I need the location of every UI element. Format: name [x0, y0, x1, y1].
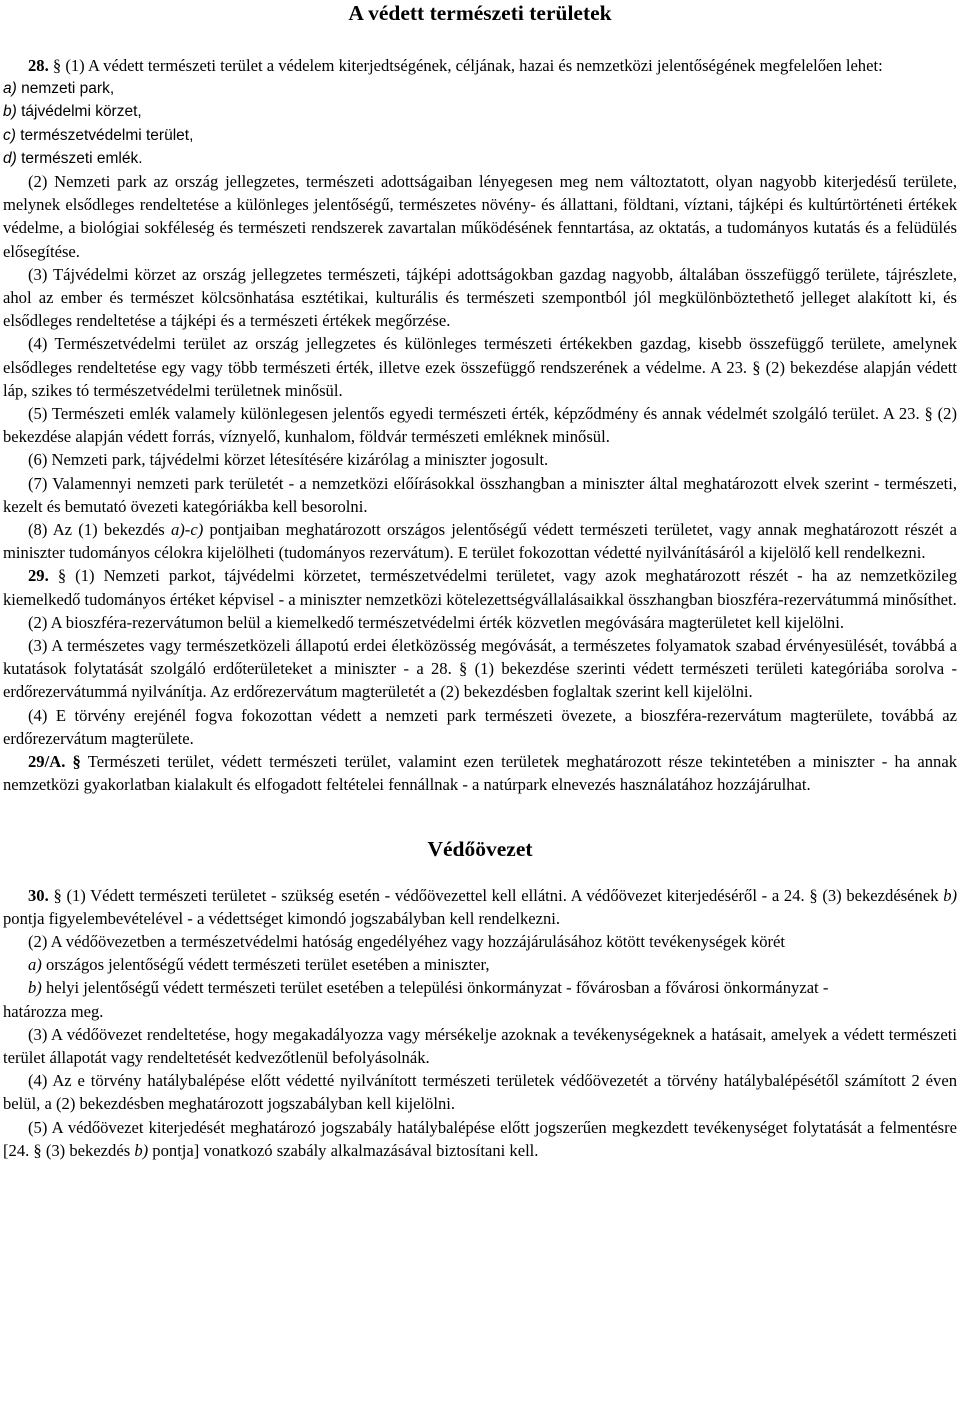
s30-tail: határozza meg.	[3, 1001, 104, 1021]
s30-p1: 30. § (1) Védett természeti területet - szükség esetén - védőövezettel kell ellátni. A védőövezet kiterjedéséről - a 24. § (3) bekezdésének b) pontja figyelembevételével - a védettséget kimondó jogszabályban kell rendelkezni.	[3, 885, 958, 928]
s29-p2: (2) A bioszféra-rezervátumon belül a kiemelkedő természetvédelmi érték közvetlen megóvására magterületet kell kijelölni.	[28, 612, 844, 632]
s28-number: 28.	[28, 56, 49, 75]
s28-p8: (8) Az (1) bekezdés a)-c) pontjaiban meghatározott országos jelentőségű védett természeti területet, vagy annak meghatározott részét a miniszter tudományos célokra kijelölheti (tudományos rezervátum). E terület fokozottan védetté nyilvánításáról a kijelölő kell rendelkezni.	[3, 520, 957, 563]
section-heading: Védőövezet	[427, 836, 533, 861]
s30-p2: (2) A védőövezetben a természetvédelmi hatóság engedélyéhez vagy hozzájárulásához kötött tevékenységek körét	[28, 931, 785, 951]
s29-p1: 29. § (1) Nemzeti parkot, tájvédelmi körzetet, természetvédelmi területet, vagy azok meghatározott részét - ha az nemzetközileg kiemelkedő tudományos értéket képvisel - a miniszter nemzetközi kötelezettségvállalásaikkal összhangban bioszféra-rezervátummá minősíthet.	[3, 566, 957, 609]
s28-p5: (5) Természeti emlék valamely különlegesen jelentős egyedi természeti érték, képződmény és annak védelmét szolgáló terület. A 23. § (2) bekezdése alapján védett forrás, víznyelő, kunhalom, földvár természeti emléknek minősül.	[3, 404, 957, 447]
s29-number: 29.	[28, 566, 49, 586]
s28-item-c: c) természetvédelmi terület,	[3, 126, 194, 144]
s28-p3: (3) Tájvédelmi körzet az ország jellegzetes természeti, tájképi adottságokban gazdag nagyobb, általában összefüggő területe, tájrészlete, ahol az ember és természet kölcsönhatása esztétikai, kulturális és természeti szempontból jól megkülönböztethető jelleget alakított ki, és elsődleges rendeltetése a tájképi és a természeti értékek megőrzése.	[3, 264, 957, 331]
s28-p6: (6) Nemzeti park, tájvédelmi körzet létesítésére kizárólag a miniszter jogosult.	[28, 450, 549, 470]
s28-p7: (7) Valamennyi nemzeti park területét - a nemzetközi előírásokkal összhangban a miniszter által meghatározott elvek szerint - természeti, kezelt és bemutató övezeti kategóriákba kell besorolni.	[3, 473, 957, 516]
s28-item-a: a) nemzeti park,	[3, 80, 115, 98]
s28-p1: 28. § (1) A védett természeti terület a védelem kiterjedtségének, céljának, hazai és nemzetközi jelentőségének megfelelően lehet:	[28, 56, 883, 75]
s30-p4: (4) Az e törvény hatálybalépése előtt védetté nyilvánított természeti területek védőövezetét a törvény hatálybalépésétől számított 2 éven belül, a (2) bekezdésben meghatározott jogszabályban kell kijelölni.	[3, 1071, 957, 1114]
s28-item-b: b) tájvédelmi körzet,	[3, 103, 142, 121]
s29-p4: (4) E törvény erejénél fogva fokozottan védett a nemzeti park természeti övezete, a bioszféra-rezervátum magterülete, továbbá az erdőrezervátum magterülete.	[3, 705, 957, 748]
s28-p4: (4) Természetvédelmi terület az ország jellegzetes és különleges természeti értékekben gazdag, kisebb összefüggő területe, amelynek elsődleges rendeltetése egy vagy több természeti érték, illetve ezek összefüggő rendszerének a védelme. A 23. § (2) bekezdése alapján védett láp, szikes tó természetvédelmi területnek minősül.	[3, 334, 957, 400]
page-title: A védett természeti területek	[348, 1, 612, 25]
s30-p5: (5) A védőövezet kiterjedését meghatározó jogszabály hatálybalépése előtt jogszerűen megkezdett tevékenységet folytatását a felmentésre [24. § (3) bekezdés b) pontja] vonatkozó szabály alkalmazásával biztosítani kell.	[3, 1117, 957, 1160]
s30-p3: (3) A védőövezet rendeltetése, hogy megakadályozza vagy mérsékelje azoknak a tevékenységeknek a hatásait, amelyek a védett természeti terület állapotát vagy rendeltetését kedvezőtlenül befolyásolnák.	[3, 1024, 957, 1067]
s30-item-b: b) helyi jelentőségű védett természeti terület esetében a települési önkormányzat - fővárosban a fővárosi önkormányzat -	[28, 978, 829, 998]
s30-number: 30.	[28, 885, 49, 905]
s28-item-d: d) természeti emlék.	[3, 149, 143, 167]
s28-p2: (2) Nemzeti park az ország jellegzetes, természeti adottságaiban lényegesen meg nem változtatott, olyan nagyobb kiterjedésű területe, melynek elsődleges rendeltetése a különleges jelentőségű, természetes növény- és állattani, földtani, víztani, tájképi és kultúrtörténeti értékek védelme, a biológiai sokféleség és természeti rendszerek zavartalan működésének fenntartása, az oktatás, a tudományos kutatás és a felüdülés elősegítése.	[3, 172, 957, 261]
s29a-number: 29/A. §	[28, 752, 81, 772]
section-sign: §	[52, 56, 62, 75]
s30-item-a: a) országos jelentőségű védett természeti terület esetében a miniszter,	[28, 955, 490, 975]
s29a-p: 29/A. § Természeti terület, védett természeti terület, valamint ezen területek meghatározott része tekintetében a miniszter - ha annak nemzetközi gyakorlatban kialakult és elfogadott feltételei fennállnak - a natúrpark elnevezés használatához hozzájárulhat.	[3, 752, 957, 795]
s29-p3: (3) A természetes vagy természetközeli állapotú erdei életközösség megóvását, a természetes folyamatok szabad érvényesülését, továbbá a kutatások folytatását szolgáló erdőterületeket a miniszter - a 28. § (1) bekezdése szerinti védett természeti területi kategóriába sorolva - erdőrezervátummá nyilvánítja. Az erdőrezervátum magterületét a (2) bekezdésben foglaltak szerint kell kijelölni.	[3, 636, 957, 702]
